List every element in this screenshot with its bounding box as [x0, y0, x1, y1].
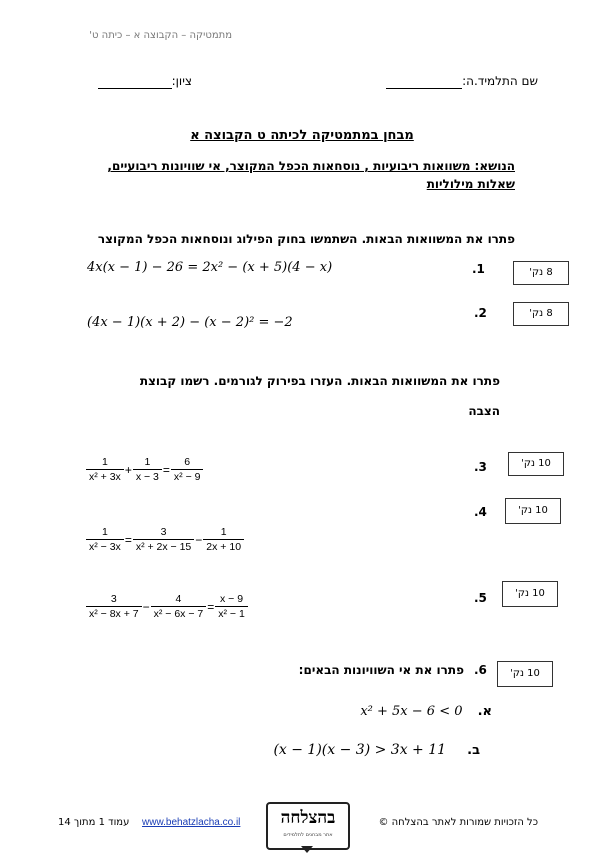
operator: =: [207, 599, 215, 614]
numerator: 1: [203, 526, 244, 540]
denominator: x² − 8x + 7: [89, 608, 139, 620]
operator: +: [124, 462, 132, 477]
numerator: 1: [86, 456, 124, 470]
q3-number: .3: [474, 460, 487, 474]
section2-instruction-line2: הצבה: [468, 404, 500, 418]
fraction: [203, 526, 244, 553]
behatzlacha-logo: [266, 802, 350, 850]
speech-bubble-tail-icon: [301, 846, 313, 853]
item-a-label: א.: [477, 704, 492, 719]
q5-points-box: 10 נק': [502, 581, 558, 607]
fraction: [151, 593, 207, 620]
logo-text: בהצלחה: [280, 808, 336, 828]
denominator: x² − 1: [218, 608, 245, 620]
denominator: 2x + 10: [206, 541, 242, 553]
section1-instruction: פתרו את המשוואות הבאות. השתמשו בחוק הפילוג ונוסחאות הכפל המקוצר: [97, 232, 515, 246]
fraction: [86, 456, 124, 483]
numerator: x − 9: [215, 593, 248, 607]
q6-number: .6: [474, 663, 487, 677]
q5-number: .5: [474, 591, 487, 605]
student-name-field[interactable]: [386, 70, 538, 89]
exam-topic-line1: הנושא: משוואות ריבועיות , נוסחאות הכפל המקוצר, אי שוויונות ריבועיים,: [107, 159, 515, 173]
logo-tagline: אתר מבחנים לתלמידים: [283, 832, 333, 838]
exam-title: מבחן במתמטיקה לכיתה ט הקבוצה א: [190, 128, 414, 143]
q3-equation: [86, 456, 203, 483]
inequality-a: x² + 5x − 6 < 0: [360, 704, 463, 719]
q4-points-box: 10 נק': [505, 498, 561, 524]
running-header: מתמטיקה – הקבוצה א – כיתה ט': [89, 30, 232, 41]
q6-item-a: [360, 700, 492, 719]
denominator: x² − 3x: [89, 541, 121, 553]
grade-label: ציון:: [171, 74, 192, 88]
numerator: 4: [151, 593, 207, 607]
grade-field[interactable]: [98, 70, 192, 89]
section2-instruction-line1: פתרו את המשוואות הבאות. העזרו בפירוק לגורמים. רשמו קבוצת: [139, 374, 500, 388]
q4-number: .4: [474, 505, 487, 519]
student-name-blank[interactable]: [386, 76, 462, 89]
q6-points-box: 10 נק': [497, 661, 553, 687]
fraction: [86, 526, 124, 553]
exam-topic: [75, 157, 515, 193]
denominator: x² − 6x − 7: [153, 608, 204, 620]
fraction: [133, 456, 162, 483]
q1-number: .1: [472, 262, 485, 276]
student-name-label: שם התלמיד.ה:: [462, 74, 538, 88]
website-link[interactable]: www.behatzlacha.co.il: [142, 817, 241, 828]
operator: −: [142, 599, 150, 614]
copyright: כל הזכויות שמורות לאתר בהצלחה ©: [378, 817, 538, 828]
grade-blank[interactable]: [98, 76, 172, 89]
exam-topic-line2: שאלות מילוליות: [426, 177, 515, 191]
operator: =: [162, 462, 170, 477]
q5-equation: [86, 593, 248, 620]
numerator: 3: [133, 526, 194, 540]
numerator: 3: [86, 593, 142, 607]
numerator: 1: [133, 456, 162, 470]
q6-item-b: [273, 739, 480, 758]
numerator: 1: [86, 526, 124, 540]
section2-instruction: [80, 366, 500, 426]
q4-equation: [86, 526, 244, 553]
denominator: x − 3: [135, 471, 159, 483]
denominator: x² + 3x: [89, 471, 121, 483]
fraction: [133, 526, 194, 553]
q6-instruction: פתרו את אי השוויונות הבאים:: [298, 663, 464, 677]
inequality-b: (x − 1)(x − 3) > 3x + 11: [273, 742, 447, 758]
fraction: [215, 593, 248, 620]
page-number: עמוד 1 מתוך 14: [58, 817, 130, 828]
fraction: [171, 456, 204, 483]
q3-points-box: 10 נק': [508, 452, 564, 476]
q2-points-box: 8 נק': [513, 302, 569, 326]
operator: =: [124, 532, 132, 547]
q1-points-box: 8 נק': [513, 261, 569, 285]
operator: −: [195, 532, 203, 547]
denominator: x² + 2x − 15: [135, 541, 192, 553]
q2-number: .2: [474, 306, 487, 320]
numerator: 6: [171, 456, 204, 470]
denominator: x² − 9: [173, 471, 201, 483]
fraction: [86, 593, 142, 620]
q2-equation: (4x − 1)(x + 2) − (x − 2)² = −2: [87, 315, 293, 330]
q1-equation: 4x(x − 1) − 26 = 2x² − (x + 5)(4 − x): [87, 260, 333, 275]
item-b-label: ב.: [467, 743, 480, 758]
